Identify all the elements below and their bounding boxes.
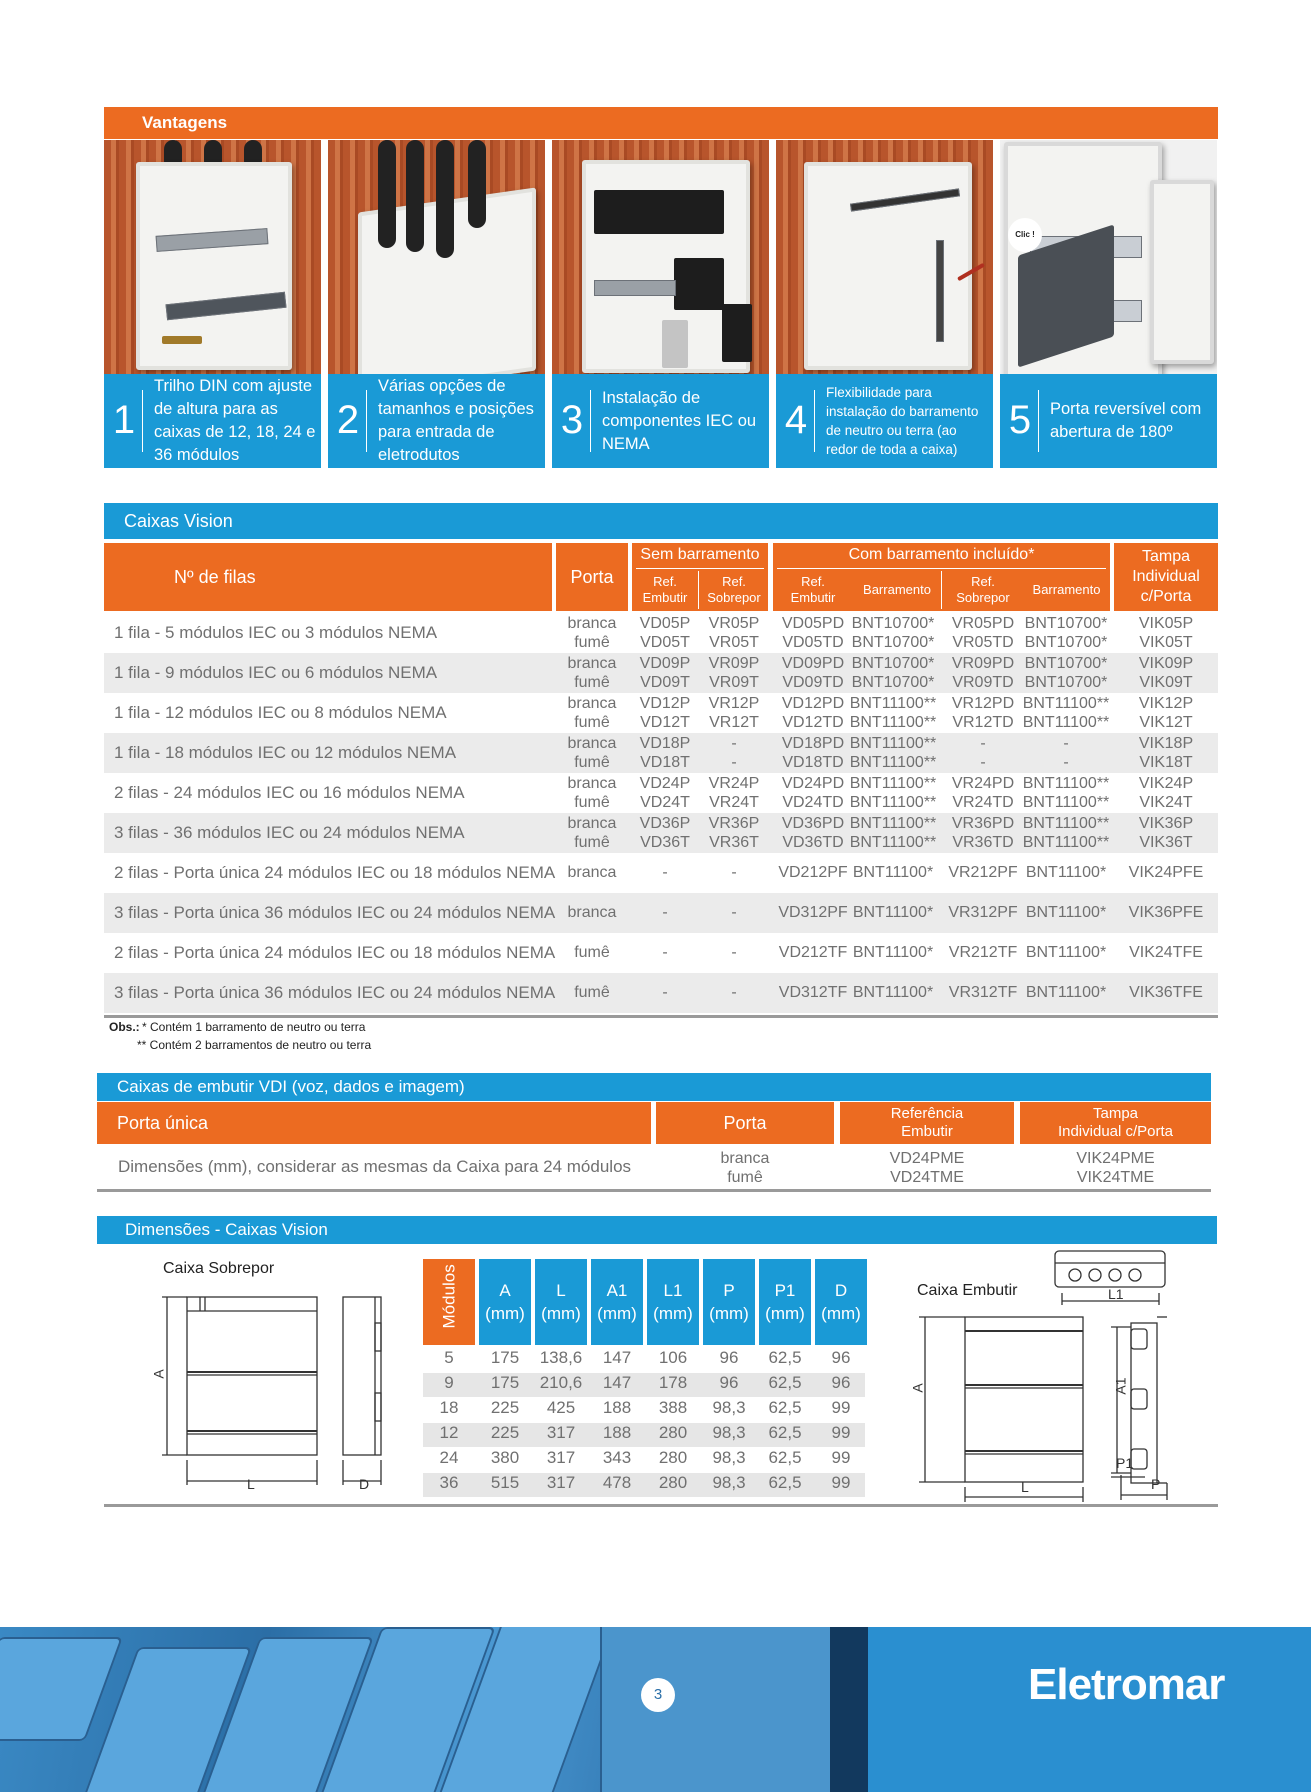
cell-bar2: BNT10700* BNT10700* bbox=[1024, 615, 1108, 651]
cell-bar1: BNT11100** BNT11100** bbox=[849, 815, 937, 851]
dim-cell: 96 bbox=[719, 1373, 739, 1392]
header-ref-sobrepor: Ref. Sobrepor bbox=[956, 574, 1010, 605]
cell-sem-emb: VD18P VD18T bbox=[639, 735, 691, 771]
dim-cell: 98,3 bbox=[712, 1473, 746, 1492]
header-com-barramento: Com barramento incluído* bbox=[848, 546, 1035, 563]
dim-cell: 317 bbox=[546, 1473, 576, 1492]
vdi-row-tampa: VIK24PME VIK24TME bbox=[1076, 1150, 1155, 1186]
caixa-embutir-drawing bbox=[905, 1245, 1185, 1505]
dim-cell: 478 bbox=[602, 1473, 632, 1492]
vantagem-card-4 bbox=[776, 140, 993, 468]
dim-cell: 99 bbox=[831, 1423, 851, 1442]
cell-tampa: VIK18P VIK18T bbox=[1138, 735, 1194, 771]
cell-sem-sob: VR12P VR12T bbox=[708, 695, 760, 731]
vdi-header-tampa: Tampa Individual c/Porta bbox=[1020, 1102, 1211, 1144]
dim-label-l-embutir: L bbox=[1021, 1479, 1029, 1495]
dim-cell: 280 bbox=[658, 1448, 688, 1467]
cell-bar1: BNT11100* bbox=[852, 904, 934, 921]
cell-com-emb: VD212PF bbox=[778, 864, 848, 881]
cell-sem-emb: VD09P VD09T bbox=[639, 655, 691, 691]
vantagem-text: Várias opções de tamanhos e posições para entrada de eletrodutos bbox=[378, 377, 534, 464]
dim-cell: 62,5 bbox=[768, 1423, 802, 1442]
cell-sem-sob: VR05P VR05T bbox=[708, 615, 760, 651]
row-description: 1 fila - 5 módulos IEC ou 3 módulos NEMA bbox=[114, 623, 438, 642]
cell-sem-emb: - bbox=[662, 904, 668, 921]
dim-cell: 96 bbox=[831, 1348, 851, 1367]
cell-bar2: BNT11100** BNT11100** bbox=[1022, 815, 1110, 851]
cell-com-emb: VD09PD VD09TD bbox=[781, 655, 845, 691]
vantagem-number: 5 bbox=[1008, 398, 1032, 442]
dim-cell: 36 bbox=[439, 1473, 459, 1492]
cell-bar2: BNT11100* bbox=[1025, 944, 1107, 961]
vdi-row-desc: Dimensões (mm), considerar as mesmas da Caixa para 24 módulos bbox=[118, 1157, 632, 1176]
dim-cell: 12 bbox=[439, 1423, 459, 1442]
cell-com-sob: VR312PF bbox=[948, 904, 1018, 921]
dimensoes-bottom-rule bbox=[104, 1504, 1218, 1507]
dim-cell: 138,6 bbox=[539, 1348, 583, 1367]
dim-cell: 98,3 bbox=[712, 1398, 746, 1417]
cell-com-emb: VD24PD VD24TD bbox=[781, 775, 845, 811]
vantagem-number: 4 bbox=[784, 398, 808, 442]
row-description: 2 filas - 24 módulos IEC ou 16 módulos NEMA bbox=[114, 783, 465, 802]
vdi-header: Caixas de embutir VDI (voz, dados e imagem) bbox=[97, 1073, 1211, 1101]
vantagem-photo-barramento bbox=[776, 140, 993, 374]
cell-bar1: BNT10700* BNT10700* bbox=[851, 655, 935, 691]
cell-bar1: BNT11100* bbox=[852, 944, 934, 961]
vdi-header-referencia: Referência Embutir bbox=[840, 1102, 1014, 1144]
header-sem-barramento-group bbox=[632, 543, 768, 611]
dim-cell: 147 bbox=[602, 1373, 632, 1392]
cell-bar1: BNT11100** BNT11100** bbox=[849, 775, 937, 811]
header-barramento: Barramento bbox=[1032, 582, 1101, 597]
cell-porta: branca fumê bbox=[567, 735, 617, 771]
header-ref-embutir: Ref. Embutir bbox=[790, 574, 836, 605]
dim-cell: 9 bbox=[444, 1373, 454, 1392]
cell-tampa: VIK36P VIK36T bbox=[1138, 815, 1194, 851]
dim-cell: 317 bbox=[546, 1423, 576, 1442]
cell-com-emb: VD36PD VD36TD bbox=[781, 815, 845, 851]
header-porta: Porta bbox=[556, 543, 628, 611]
cell-sem-sob: VR36P VR36T bbox=[708, 815, 760, 851]
dim-cell: 175 bbox=[490, 1348, 520, 1367]
dim-cell: 62,5 bbox=[768, 1398, 802, 1417]
dim-label-a-embutir: A bbox=[909, 1383, 926, 1393]
dim-cell: 280 bbox=[658, 1423, 688, 1442]
dim-header-6: P1 (mm) bbox=[759, 1259, 811, 1345]
cell-sem-emb: VD12P VD12T bbox=[639, 695, 691, 731]
caixa-sobrepor-label: Caixa Sobrepor bbox=[163, 1260, 275, 1277]
cell-sem-sob: - - bbox=[731, 735, 737, 771]
dim-cell: 62,5 bbox=[768, 1473, 802, 1492]
dim-cell: 24 bbox=[439, 1448, 459, 1467]
vantagem-card-1 bbox=[104, 140, 321, 468]
cell-com-emb: VD12PD VD12TD bbox=[781, 695, 845, 731]
dim-cell: 188 bbox=[602, 1423, 632, 1442]
dim-cell: 99 bbox=[831, 1448, 851, 1467]
dim-cell: 280 bbox=[658, 1473, 688, 1492]
dim-cell: 62,5 bbox=[768, 1448, 802, 1467]
header-sem-barramento: Sem barramento bbox=[640, 546, 760, 563]
row-description: 3 filas - Porta única 36 módulos IEC ou 24 módulos NEMA bbox=[114, 983, 556, 1002]
cell-porta: branca fumê bbox=[567, 695, 617, 731]
cell-tampa: VIK24TFE bbox=[1129, 944, 1203, 961]
cell-bar2: BNT11100* bbox=[1025, 904, 1107, 921]
obs-note-2: ** Contém 2 barramentos de neutro ou terra bbox=[137, 1038, 372, 1052]
dim-cell: 188 bbox=[602, 1398, 632, 1417]
footer-breakers-photo bbox=[0, 1627, 868, 1792]
dim-cell: 5 bbox=[444, 1348, 454, 1367]
vantagem-photo-componentes bbox=[552, 140, 769, 374]
cell-sem-emb: VD24P VD24T bbox=[639, 775, 691, 811]
dim-cell: 147 bbox=[602, 1348, 632, 1367]
dim-cell: 343 bbox=[602, 1448, 632, 1467]
dim-cell: 388 bbox=[658, 1398, 688, 1417]
cell-com-sob: - - bbox=[980, 735, 986, 771]
cell-sem-sob: VR24P VR24T bbox=[708, 775, 760, 811]
header-tampa: Tampa Individual c/Porta bbox=[1114, 543, 1218, 611]
dim-cell: 99 bbox=[831, 1398, 851, 1417]
vantagem-photo-porta-reversivel bbox=[1000, 140, 1217, 374]
cell-porta: branca fumê bbox=[567, 655, 617, 691]
cell-bar2: BNT11100** BNT11100** bbox=[1022, 695, 1110, 731]
vantagem-photo-entradas bbox=[328, 140, 545, 374]
cell-tampa: VIK24PFE bbox=[1128, 864, 1204, 881]
dim-cell: 515 bbox=[490, 1473, 520, 1492]
dim-cell: 106 bbox=[658, 1348, 688, 1367]
cell-com-sob: VR36PD VR36TD bbox=[951, 815, 1015, 851]
cell-porta: branca bbox=[567, 904, 617, 921]
vantagem-number: 2 bbox=[336, 398, 360, 442]
dim-cell: 317 bbox=[546, 1448, 576, 1467]
dim-cell: 98,3 bbox=[712, 1423, 746, 1442]
cell-tampa: VIK09P VIK09T bbox=[1138, 655, 1194, 691]
cell-com-sob: VR212TF bbox=[948, 944, 1018, 961]
cell-com-sob: VR312TF bbox=[948, 984, 1018, 1001]
cell-tampa: VIK36PFE bbox=[1128, 904, 1204, 921]
cell-com-sob: VR212PF bbox=[948, 864, 1018, 881]
cell-sem-emb: - bbox=[662, 944, 668, 961]
cell-bar1: BNT10700* BNT10700* bbox=[851, 615, 935, 651]
cell-tampa: VIK24P VIK24T bbox=[1138, 775, 1194, 811]
cell-bar2: BNT11100* bbox=[1025, 984, 1107, 1001]
dim-header-4: L1 (mm) bbox=[647, 1259, 699, 1345]
row-description: 3 filas - 36 módulos IEC ou 24 módulos NEMA bbox=[114, 823, 465, 842]
vantagens-header: Vantagens bbox=[104, 107, 1218, 139]
brand-logo: Eletromar bbox=[1028, 1660, 1225, 1709]
vantagem-number: 3 bbox=[560, 398, 584, 442]
vantagem-card-3 bbox=[552, 140, 769, 468]
obs-note-1: * Contém 1 barramento de neutro ou terra bbox=[142, 1020, 366, 1034]
table-bottom-rule bbox=[104, 1015, 1218, 1018]
cell-tampa: VIK12P VIK12T bbox=[1138, 695, 1194, 731]
cell-com-emb: VD312TF bbox=[778, 984, 848, 1001]
cell-sem-sob: - bbox=[731, 904, 737, 921]
cell-sem-emb: - bbox=[662, 984, 668, 1001]
vantagem-text: Porta reversível com abertura de 180º bbox=[1050, 400, 1202, 441]
dim-cell: 96 bbox=[831, 1373, 851, 1392]
dim-cell: 62,5 bbox=[768, 1373, 802, 1392]
cell-com-emb: VD312PF bbox=[778, 904, 848, 921]
dim-cell: 175 bbox=[490, 1373, 520, 1392]
dim-cell: 98,3 bbox=[712, 1448, 746, 1467]
dim-cell: 225 bbox=[490, 1423, 520, 1442]
cell-bar1: BNT11100* bbox=[852, 984, 934, 1001]
dim-cell: 425 bbox=[546, 1398, 576, 1417]
clic-starburst: Clic ! bbox=[1010, 220, 1040, 250]
vantagem-text: Flexibilidade para instalação do barramento de neutro ou terra (ao redor de toda a caixa) bbox=[826, 385, 979, 457]
cell-tampa: VIK36TFE bbox=[1129, 984, 1203, 1001]
cell-porta: branca fumê bbox=[567, 815, 617, 851]
cell-sem-emb: - bbox=[662, 864, 668, 881]
row-description: 2 filas - Porta única 24 módulos IEC ou 18 módulos NEMA bbox=[114, 863, 556, 882]
header-barramento: Barramento bbox=[863, 582, 931, 597]
vdi-row-porta: branca fumê bbox=[720, 1150, 770, 1186]
dim-label-p1: P1 bbox=[1116, 1455, 1134, 1471]
dim-header-0: Módulos bbox=[423, 1259, 475, 1345]
dim-header-3: A1 (mm) bbox=[591, 1259, 643, 1345]
dim-cell: 380 bbox=[490, 1448, 520, 1467]
row-description: 1 fila - 9 módulos IEC ou 6 módulos NEMA bbox=[114, 663, 438, 682]
cell-porta: fumê bbox=[574, 944, 610, 961]
vantagem-card-5 bbox=[1000, 140, 1217, 468]
cell-tampa: VIK05P VIK05T bbox=[1138, 615, 1194, 651]
cell-sem-emb: VD05P VD05T bbox=[639, 615, 691, 651]
cell-porta: branca fumê bbox=[567, 775, 617, 811]
caixas-vision-header: Caixas Vision bbox=[104, 503, 1218, 539]
dim-cell: 225 bbox=[490, 1398, 520, 1417]
dim-label-a: A bbox=[150, 1369, 167, 1379]
dim-cell: 99 bbox=[831, 1473, 851, 1492]
cell-com-sob: VR24PD VR24TD bbox=[951, 775, 1015, 811]
cell-porta: branca fumê bbox=[567, 615, 617, 651]
cell-bar1: BNT11100* bbox=[852, 864, 934, 881]
vdi-bottom-rule bbox=[97, 1189, 1211, 1192]
dim-label-l: L bbox=[247, 1476, 255, 1492]
cell-sem-sob: - bbox=[731, 944, 737, 961]
row-description: 2 filas - Porta única 24 módulos IEC ou 18 módulos NEMA bbox=[114, 943, 556, 962]
dim-cell: 18 bbox=[439, 1398, 459, 1417]
dim-header-5: P (mm) bbox=[703, 1259, 755, 1345]
cell-porta: fumê bbox=[574, 984, 610, 1001]
page-number: 3 bbox=[641, 1678, 675, 1712]
cell-bar1: BNT11100** BNT11100** bbox=[849, 735, 937, 771]
cell-bar2: BNT11100* bbox=[1025, 864, 1107, 881]
header-ref-embutir: Ref. Embutir bbox=[642, 574, 688, 605]
dim-cell: 96 bbox=[719, 1348, 739, 1367]
vdi-header-porta: Porta bbox=[656, 1102, 834, 1144]
header-com-barramento-group bbox=[773, 543, 1110, 611]
obs-label: Obs.: bbox=[109, 1020, 140, 1034]
vantagem-photo-din-rail bbox=[104, 140, 321, 374]
dim-label-l1: L1 bbox=[1108, 1286, 1124, 1302]
cell-com-sob: VR09PD VR09TD bbox=[951, 655, 1015, 691]
dimensoes-header: Dimensões - Caixas Vision bbox=[97, 1216, 1217, 1244]
dim-label-p: P bbox=[1151, 1476, 1161, 1492]
row-description: 1 fila - 18 módulos IEC ou 12 módulos NEMA bbox=[114, 743, 457, 762]
cell-sem-sob: VR09P VR09T bbox=[708, 655, 760, 691]
row-description: 3 filas - Porta única 36 módulos IEC ou 24 módulos NEMA bbox=[114, 903, 556, 922]
dim-header-1: A (mm) bbox=[479, 1259, 531, 1345]
dim-header-2: L (mm) bbox=[535, 1259, 587, 1345]
cell-bar2: - - bbox=[1063, 735, 1069, 771]
cell-sem-emb: VD36P VD36T bbox=[639, 815, 691, 851]
caixa-embutir-label: Caixa Embutir bbox=[917, 1282, 1018, 1299]
header-n-filas: Nº de filas bbox=[104, 543, 552, 611]
row-description: 1 fila - 12 módulos IEC ou 8 módulos NEMA bbox=[114, 703, 447, 722]
header-ref-sobrepor: Ref. Sobrepor bbox=[707, 574, 761, 605]
cell-bar2: BNT10700* BNT10700* bbox=[1024, 655, 1108, 691]
dim-cell: 62,5 bbox=[768, 1348, 802, 1367]
cell-bar1: BNT11100** BNT11100** bbox=[849, 695, 937, 731]
cell-com-emb: VD18PD VD18TD bbox=[781, 735, 845, 771]
cell-com-emb: VD212TF bbox=[778, 944, 848, 961]
dim-cell: 210,6 bbox=[539, 1373, 583, 1392]
vdi-header-porta-unica: Porta única bbox=[97, 1102, 651, 1144]
dim-cell: 178 bbox=[658, 1373, 688, 1392]
vdi-row-ref: VD24PME VD24TME bbox=[889, 1150, 965, 1186]
cell-sem-sob: - bbox=[731, 864, 737, 881]
cell-porta: branca bbox=[567, 864, 617, 881]
cell-sem-sob: - bbox=[731, 984, 737, 1001]
cell-com-emb: VD05PD VD05TD bbox=[781, 615, 845, 651]
vantagem-number: 1 bbox=[112, 398, 136, 442]
vantagem-card-2 bbox=[328, 140, 545, 468]
cell-com-sob: VR12PD VR12TD bbox=[951, 695, 1015, 731]
cell-com-sob: VR05PD VR05TD bbox=[951, 615, 1015, 651]
dim-header-7: D (mm) bbox=[815, 1259, 867, 1345]
vantagem-text: Instalação de componentes IEC ou NEMA bbox=[602, 388, 757, 453]
dim-label-d: D bbox=[359, 1476, 370, 1492]
cell-bar2: BNT11100** BNT11100** bbox=[1022, 775, 1110, 811]
dim-label-a1: A1 bbox=[1112, 1377, 1129, 1395]
vantagem-text: Trilho DIN com ajuste de altura para as caixas de 12, 18, 24 e 36 módulos bbox=[154, 377, 316, 464]
